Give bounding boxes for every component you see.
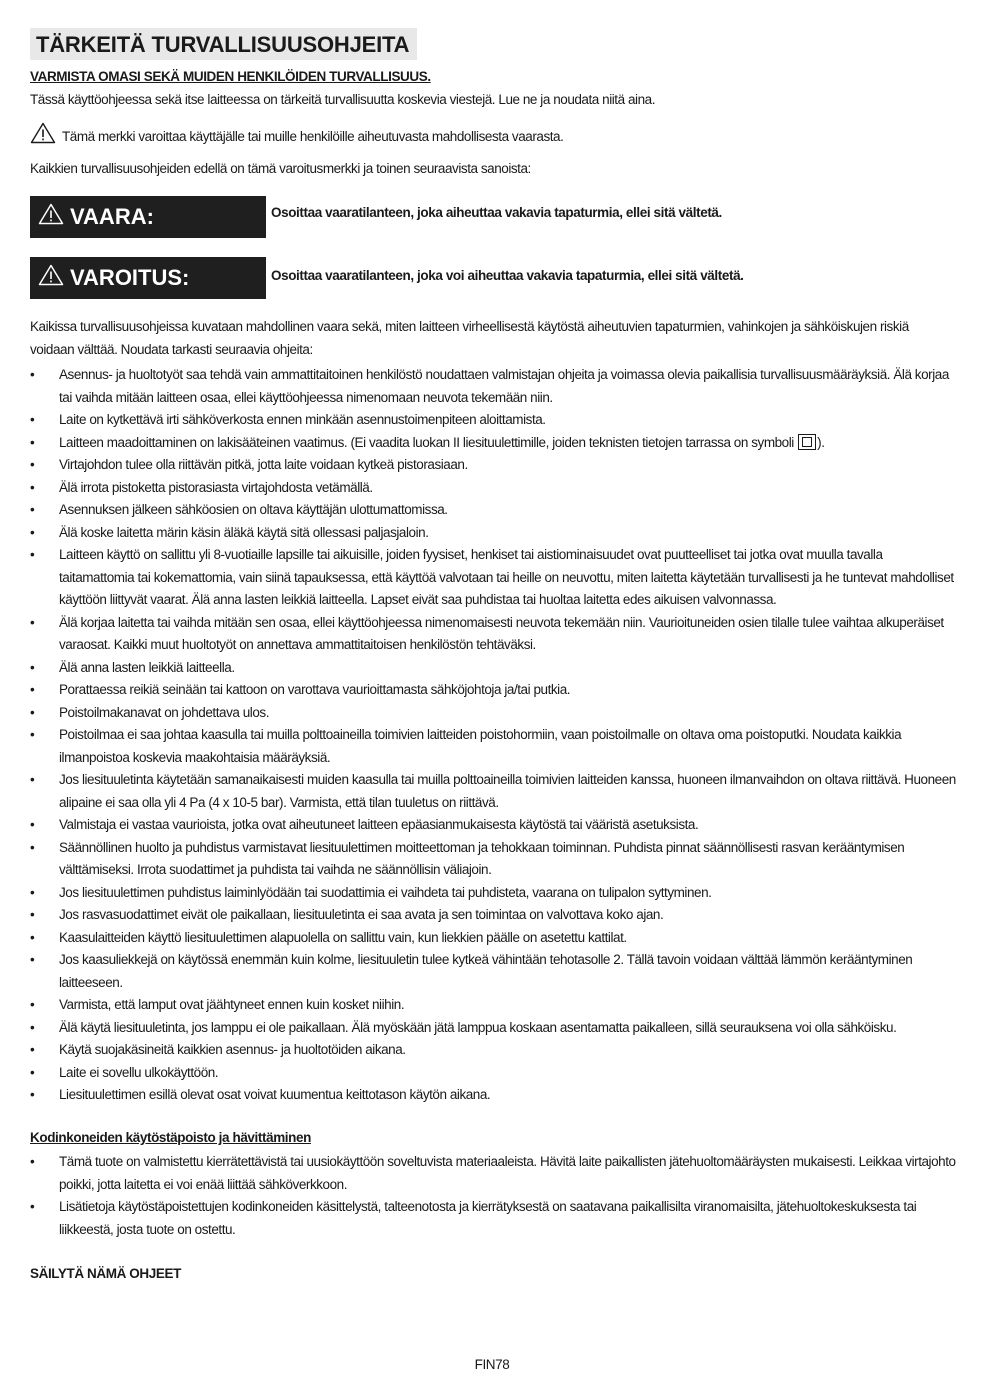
list-item bbox=[30, 432, 956, 455]
list-item: • Säännöllinen huolto ja puhdistus varmistavat liesituulettimen moitteettoman ja tehokkaan toiminnan. Puhdista pinnat säännöllisesti rasvan kerääntymisen välttämiseksi. Irrota suodattimet ja puhdista tai vaihda ne säännöllisin väliajoin. bbox=[30, 837, 956, 882]
list-item: • Kaasulaitteiden käyttö liesituulettimen alapuolella on sallittu vain, kun liekkien päälle on asetettu kattilat. bbox=[30, 927, 956, 950]
class-ii-symbol-icon bbox=[798, 434, 816, 450]
list-item: • Varmista, että lamput ovat jäähtyneet ennen kuin kosket niihin. bbox=[30, 994, 956, 1017]
warning-description: Osoittaa vaaratilanteen, joka voi aiheuttaa vakavia tapaturmia, ellei sitä vältetä. bbox=[271, 268, 744, 283]
disposal-list bbox=[30, 1151, 956, 1241]
list-item: • Laite ei sovellu ulkokäyttöön. bbox=[30, 1062, 956, 1085]
list-item: • Älä anna lasten leikkiä laitteella. bbox=[30, 657, 956, 680]
list-item: • Poistoilmakanavat on johdettava ulos. bbox=[30, 702, 956, 725]
warning-label: VAROITUS: bbox=[70, 265, 190, 290]
list-item: • Laite on kytkettävä irti sähköverkosta ennen minkään asennustoimenpiteen aloittamista. bbox=[30, 409, 956, 432]
warning-triangle-icon bbox=[38, 203, 64, 231]
warning-symbol-line bbox=[30, 122, 563, 147]
page-title: TÄRKEITÄ TURVALLISUUSOHJEITA bbox=[30, 28, 417, 60]
list-item: • Asennus- ja huoltotyöt saa tehdä vain ammattitaitoinen henkilöstö noudattaen valmistajan ohjeita ja voimassa olevia paikallisia turvallisuusmääräyksiä. Älä korjaa tai vaihda mitään laitteen osaa, ellei käyttöohjeessa nimenomaan neuvota tekemään niin. bbox=[30, 364, 956, 409]
list-item: • Laitteen käyttö on sallittu yli 8-vuotiaille lapsille tai aikuisille, joiden fyysiset, henkiset tai aistiominaisuudet ovat puutteelliset tai jotka ovat muulla tavalla taitamattomia tai kokemattomia, vain siinä tapauksessa, että käyttöä valvotaan tai heille on neuvottu, miten laitetta käytetään turvallisesti ja he tuntevat mahdolliset käyttöön liittyvät vaarat. Älä anna lasten leikkiä laitteella. Lapset eivät saa puhdistaa tai huoltaa laitetta edes aikuisen valvonnassa. bbox=[30, 544, 956, 612]
list-item: • Porattaessa reikiä seinään tai kattoon on varottava vaurioittamasta sähköjohtoja ja/tai putkia. bbox=[30, 679, 956, 702]
list-item: • Liesituulettimen esillä olevat osat voivat kuumentua keittotason käytön aikana. bbox=[30, 1084, 956, 1107]
list-item-suffix: ). bbox=[817, 434, 825, 450]
list-item: • Tämä tuote on valmistettu kierrätettävistä tai uusiokäyttöön soveltuvista materiaaleista. Hävitä laite paikallisten jätehuoltomääräysten mukaisesti. Leikkaa virtajohto poikki, jotta laitetta ei voi enää liittää sähköverkkoon. bbox=[30, 1151, 956, 1196]
warning-triangle-icon bbox=[38, 264, 64, 292]
list-item: • Älä korjaa laitetta tai vaihda mitään sen osaa, ellei käyttöohjeessa nimenomaisesti neuvota tekemään niin. Vaurioituneiden osien tilalle tulee vaihtaa alkuperäiset varaosat. Kaikki muut huoltotyöt on annettava ammattitaitoisen henkilöstön tehtäväksi. bbox=[30, 612, 956, 657]
list-item: • Asennuksen jälkeen sähköosien on oltava käyttäjän ulottumattomissa. bbox=[30, 499, 956, 522]
list-item: • Jos liesituulettimen puhdistus laiminlyödään tai suodattimia ei vaihdeta tai puhdisteta, vaarana on tulipalon syttyminen. bbox=[30, 882, 956, 905]
list-item: • Jos kaasuliekkejä on käytössä enemmän kuin kolme, liesituuletin tulee kytkeä vähintään tehotasolle 2. Tällä tavoin voidaan välttää lämmön kerääntyminen laitteeseen. bbox=[30, 949, 956, 994]
signal-words-intro: Kaikkien turvallisuusohjeiden edellä on tämä varoitusmerkki ja toinen seuraavista sanoista: bbox=[30, 161, 531, 176]
danger-description: Osoittaa vaaratilanteen, joka aiheuttaa vakavia tapaturmia, ellei sitä vältetä. bbox=[271, 205, 722, 220]
danger-label: VAARA: bbox=[70, 204, 154, 229]
list-item: • Valmistaja ei vastaa vaurioista, jotka ovat aiheutuneet laitteen epäasianmukaisesta käytöstä tai vääristä asetuksista. bbox=[30, 814, 956, 837]
keep-instructions: SÄILYTÄ NÄMÄ OHJEET bbox=[30, 1266, 181, 1281]
danger-label-box bbox=[30, 196, 266, 238]
intro-text: Tässä käyttöohjeessa sekä itse laitteessa on tärkeitä turvallisuutta koskevia viestejä. Lue ne ja noudata niitä aina. bbox=[30, 92, 655, 107]
page-number: FIN78 bbox=[474, 1357, 510, 1372]
list-item: • Jos liesituuletinta käytetään samanaikaisesti muiden kaasulla tai muilla polttoaineilla toimivien laitteiden kanssa, huoneen ilmanvaihdon on oltava riittävä. Huoneen alipaine ei saa olla yli 4 Pa (4 x 10-5 bar). Varmista, että tilan tuuletus on riittävä. bbox=[30, 769, 956, 814]
safety-subheading: VARMISTA OMASI SEKÄ MUIDEN HENKILÖIDEN TURVALLISUUS. bbox=[30, 69, 431, 84]
warning-triangle-icon bbox=[30, 122, 56, 147]
safety-rules-list bbox=[30, 364, 956, 1107]
list-item: • Poistoilmaa ei saa johtaa kaasulla tai muilla polttoaineilla toimivien laitteiden poistohormiin, vaan poistoilmalle on oltava oma poistoputki. Noudata kaikkia ilmanpoistoa koskevia maakohtaisia määräyksiä. bbox=[30, 724, 956, 769]
list-item-text: Laitteen maadoittaminen on lakisääteinen vaatimus. (Ei vaadita luokan II liesituulettimille, joiden teknisten tietojen tarrassa on symboli bbox=[59, 434, 794, 450]
general-paragraph: Kaikissa turvallisuusohjeissa kuvataan mahdollinen vaara sekä, miten laitteen virheellisestä käytöstä aiheutuvien tapaturmien, vahinkojen ja sähköiskujen riskiä voidaan välttää. Noudata tarkasti seuraavia ohjeita: bbox=[30, 319, 909, 357]
list-item: • Virtajohdon tulee olla riittävän pitkä, jotta laite voidaan kytkeä pistorasiaan. bbox=[30, 454, 956, 477]
list-item: • Käytä suojakäsineitä kaikkien asennus- ja huoltotöiden aikana. bbox=[30, 1039, 956, 1062]
list-item: • Älä käytä liesituuletinta, jos lamppu ei ole paikallaan. Älä myöskään jätä lamppua koskaan asentamatta paikalleen, sillä seurauksena voi olla sähköisku. bbox=[30, 1017, 956, 1040]
list-item: • Jos rasvasuodattimet eivät ole paikallaan, liesituuletinta ei saa avata ja sen toimintaa on valvottava koko ajan. bbox=[30, 904, 956, 927]
warning-symbol-text: Tämä merkki varoittaa käyttäjälle tai muille henkilöille aiheutuvasta mahdollisesta vaarasta. bbox=[62, 129, 564, 144]
disposal-heading: Kodinkoneiden käytöstäpoisto ja hävittäminen bbox=[30, 1130, 311, 1145]
list-item: • Lisätietoja käytöstäpoistettujen kodinkoneiden käsittelystä, talteenotosta ja kierrätyksestä on saatavana paikallisilta viranomaisilta, jätehuoltokeskuksesta tai liikkeestä, josta tuote on ostettu. bbox=[30, 1196, 956, 1241]
list-item: • Älä irrota pistoketta pistorasiasta virtajohdosta vetämällä. bbox=[30, 477, 956, 500]
warning-label-box bbox=[30, 257, 266, 299]
list-item: • Älä koske laitetta märin käsin äläkä käytä sitä ollessasi paljasjaloin. bbox=[30, 522, 956, 545]
